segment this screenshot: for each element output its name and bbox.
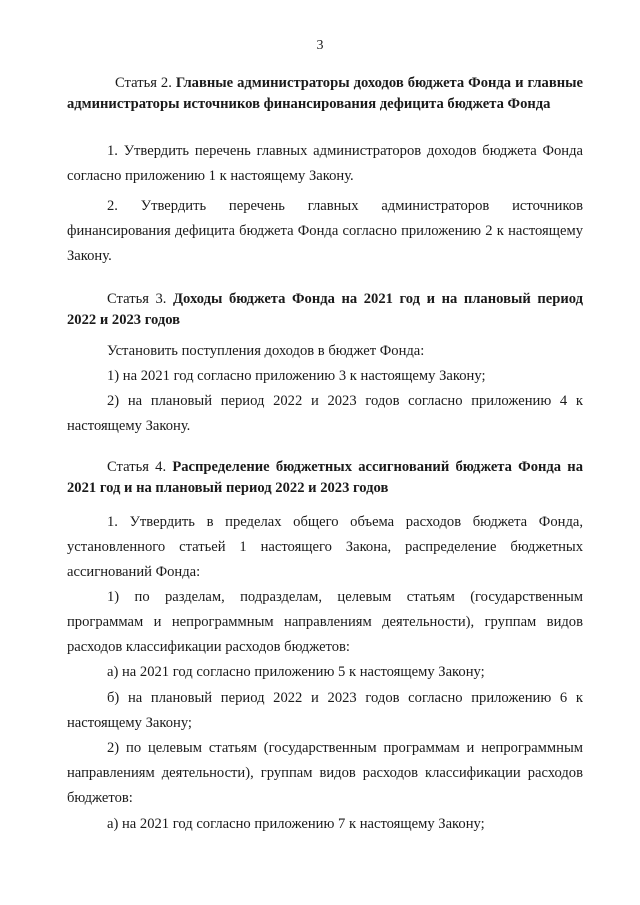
article-3-paragraph-3: 2) на плановый период 2022 и 2023 годов согласно приложению 4 к настоящему Закону. (67, 393, 583, 434)
article-3-title: Доходы бюджета Фонда на 2021 год и на плановый период 2022 и 2023 годов (67, 291, 583, 328)
article-2-paragraph-1: 1. Утвердить перечень главных администраторов доходов бюджета Фонда согласно приложению 1 к настоящему Закону. (67, 143, 583, 184)
article-4-heading (67, 457, 583, 499)
page-number: 3 (316, 38, 324, 53)
article-4-paragraph-2: 1) по разделам, подразделам, целевым статьям (государственным программам и непрограммным направлениям деятельности), группам видов расходов классификации расходов бюджетов: (67, 589, 583, 655)
article-2-title: Главные администраторы доходов бюджета Фонда и главные администраторы источников финансирования дефицита бюджета Фонда (67, 75, 583, 112)
article-4-paragraph-4: б) на плановый период 2022 и 2023 годов согласно приложению 6 к настоящему Закону; (67, 690, 583, 731)
article-4-label: Статья 4. (107, 459, 167, 475)
article-3-label: Статья 3. (107, 291, 167, 307)
article-4-paragraph-3: а) на 2021 год согласно приложению 5 к настоящему Закону; (107, 664, 485, 680)
article-2-heading (67, 73, 583, 115)
article-2-label: Статья 2. (115, 75, 172, 91)
article-2-paragraph-2: 2. Утвердить перечень главных администраторов источников финансирования дефицита бюджета Фонда согласно приложению 2 к настоящему Закону. (67, 198, 583, 264)
article-3-heading (67, 289, 583, 331)
article-4-paragraph-1: 1. Утвердить в пределах общего объема расходов бюджета Фонда, установленного статьей 1 настоящего Закона, распределение бюджетных ассигнований Фонда: (67, 514, 583, 580)
article-4-paragraph-5: 2) по целевым статьям (государственным программам и непрограммным направлениям деятельности), группам видов расходов классификации расходов бюджетов: (67, 740, 583, 806)
article-4-paragraph-6: а) на 2021 год согласно приложению 7 к настоящему Закону; (107, 816, 485, 832)
article-3-paragraph-1: Установить поступления доходов в бюджет Фонда: (107, 343, 425, 359)
article-4-title: Распределение бюджетных ассигнований бюджета Фонда на 2021 год и на плановый период 2022 и 2023 годов (67, 459, 583, 496)
article-3-paragraph-2: 1) на 2021 год согласно приложению 3 к настоящему Закону; (107, 368, 486, 384)
